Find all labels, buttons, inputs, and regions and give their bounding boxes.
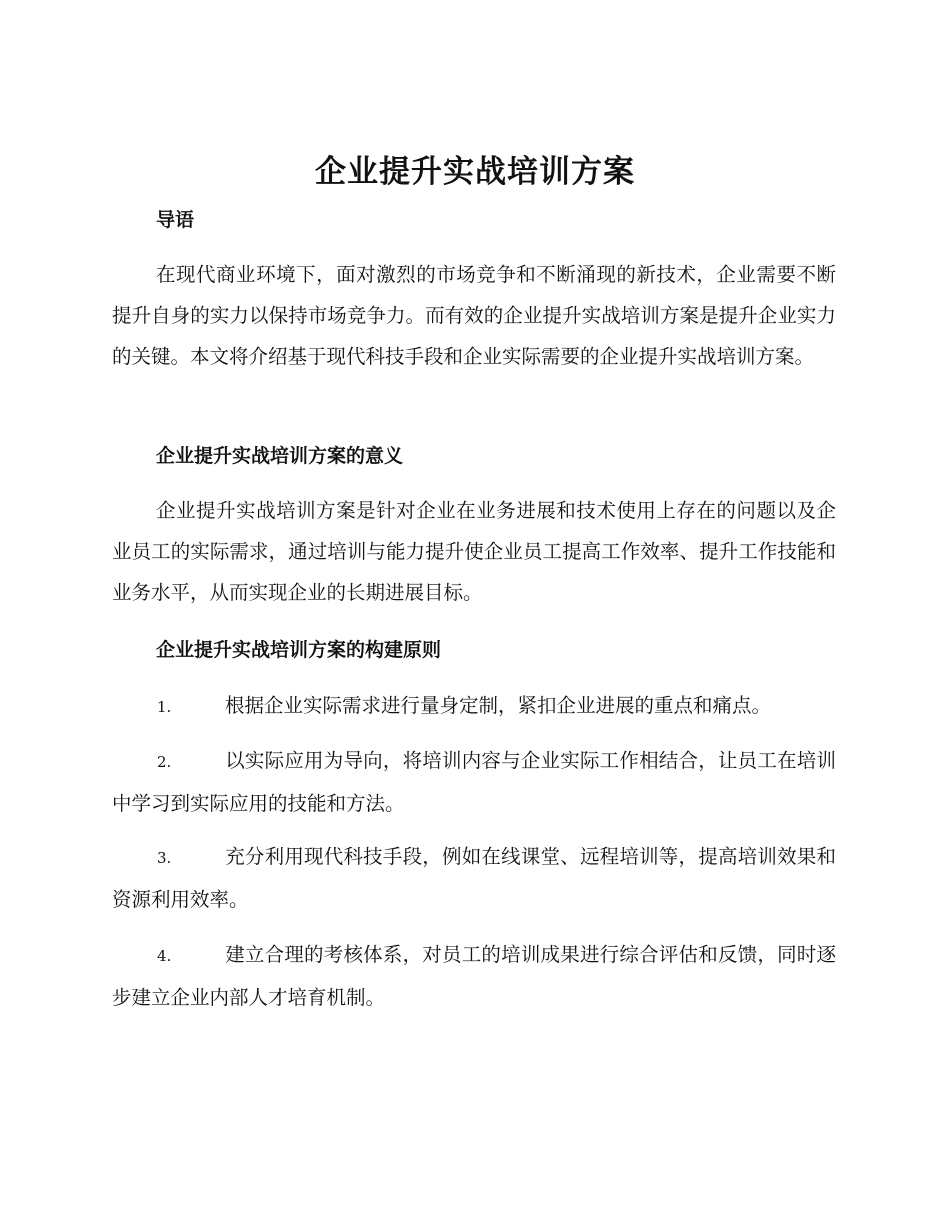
list-item-text: 根据企业实际需求进行量身定制，紧扣企业进展的重点和痛点。 <box>225 694 772 717</box>
list-number: 3. <box>157 849 172 867</box>
list-item-text: 建立合理的考核体系，对员工的培训成果进行综合评估和反馈，同时逐步建立企业内部人才培育机制。 <box>112 943 836 1009</box>
principles-heading: 企业提升实战培训方案的构建原则 <box>156 639 442 661</box>
list-item-text: 充分利用现代科技手段，例如在线课堂、远程培训等，提高培训效果和资源利用效率。 <box>112 845 836 911</box>
intro-paragraph: 在现代商业环境下，面对激烈的市场竞争和不断涌现的新技术，企业需要不断提升自身的实力以保持市场竞争力。而有效的企业提升实战培训方案是提升企业实力的关键。本文将介绍基于现代科技手段和企业实际需要的企业提升实战培训方案。 <box>112 263 836 368</box>
principle-item-3 <box>112 836 836 920</box>
list-number: 4. <box>157 947 172 965</box>
principle-item-1 <box>112 685 836 728</box>
principle-item-2 <box>112 740 836 824</box>
principle-item-4 <box>112 934 836 1018</box>
meaning-heading: 企业提升实战培训方案的意义 <box>156 445 404 467</box>
list-item-text: 以实际应用为导向，将培训内容与企业实际工作相结合，让员工在培训中学习到实际应用的技能和方法。 <box>112 749 836 815</box>
list-number: 1. <box>157 698 172 716</box>
document-title: 企业提升实战培训方案 <box>315 154 635 190</box>
intro-heading: 导语 <box>156 209 195 231</box>
meaning-paragraph: 企业提升实战培训方案是针对企业在业务进展和技术使用上存在的问题以及企业员工的实际需求，通过培训与能力提升使企业员工提高工作效率、提升工作技能和业务水平，从而实现企业的长期进展目标。 <box>112 499 836 604</box>
list-number: 2. <box>157 753 172 771</box>
